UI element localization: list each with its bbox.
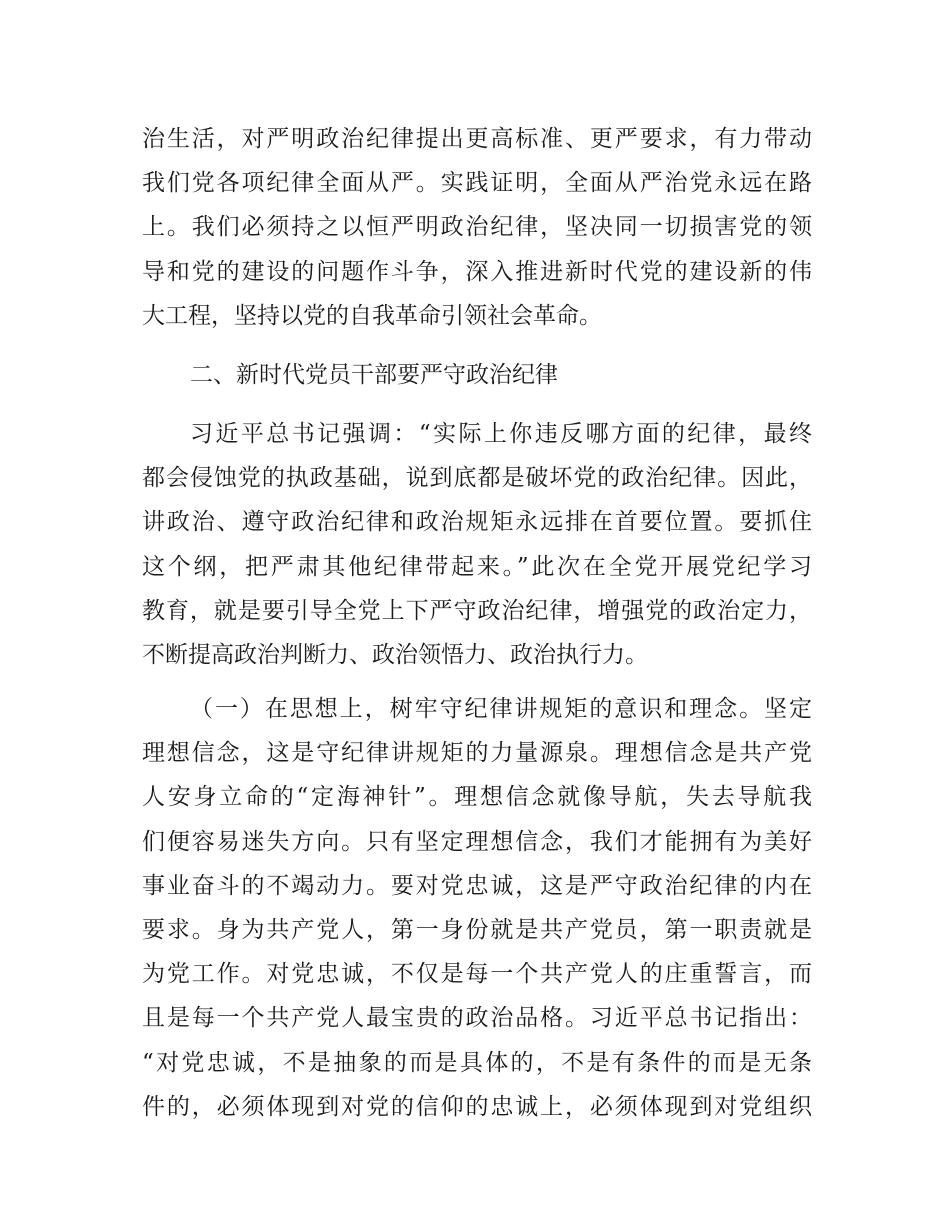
text-line: 们便容易迷失方向。只有坚定理想信念，我们才能拥有为美好 (142, 828, 812, 855)
text-line: 教育，就是要引导全党上下严守政治纪律，增强党的政治定力， (142, 597, 812, 624)
text-line: 大工程，坚持以党的自我革命引领社会革命。 (142, 302, 602, 329)
paragraph-2 (142, 412, 812, 677)
text-line: “对党忠诚，不是抽象的而是具体的，不是有条件的而是无条 (142, 1049, 812, 1076)
paragraph-1 (142, 117, 812, 338)
text-line: （一）在思想上，树牢守纪律讲规矩的意识和理念。坚定 (190, 696, 812, 723)
text-line: 讲政治、遵守政治纪律和政治规矩永远排在首要位置。要抓住 (142, 509, 812, 536)
text-line: 我们党各项纪律全面从严。实践证明，全面从严治党永远在路 (142, 170, 812, 197)
text-line: 要求。身为共产党人，第一身份就是共产党员，第一职责就是 (142, 917, 812, 943)
text-line: 为党工作。对党忠诚，不仅是每一个共产党人的庄重誓言，而 (142, 961, 812, 988)
text-line: 事业奋斗的不竭动力。要对党忠诚，这是严守政治纪律的内在 (142, 872, 812, 899)
text-line: 这个纲，把严肃其他纪律带起来。”此次在全党开展党纪学习 (142, 553, 812, 580)
text-line: 件的，必须体现到对党的信仰的忠诚上，必须体现到对党组织 (142, 1093, 812, 1120)
text-line: 理想信念，这是守纪律讲规矩的力量源泉。理想信念是共产党 (142, 740, 812, 767)
text-line: 都会侵蚀党的执政基础，说到底都是破坏党的政治纪律。因此， (142, 465, 812, 492)
paragraph-3 (142, 687, 812, 1129)
text-line: 不断提高政治判断力、政治领悟力、政治执行力。 (142, 641, 648, 668)
section-heading: 二、新时代党员干部要严守政治纪律 (190, 361, 558, 388)
text-line: 导和党的建设的问题作斗争，深入推进新时代党的建设新的伟 (142, 258, 812, 285)
text-line: 上。我们必须持之以恒严明政治纪律，坚决同一切损害党的领 (142, 214, 812, 241)
document-page (142, 117, 812, 1129)
text-line: 治生活，对严明政治纪律提出更高标准、更严要求，有力带动 (142, 126, 812, 152)
text-line: 且是每一个共产党人最宝贵的政治品格。习近平总书记指出： (142, 1005, 812, 1032)
text-line: 人安身立命的“定海神针”。理想信念就像导航，失去导航我 (142, 784, 812, 811)
text-line: 习近平总书记强调：“实际上你违反哪方面的纪律，最终 (190, 420, 812, 447)
